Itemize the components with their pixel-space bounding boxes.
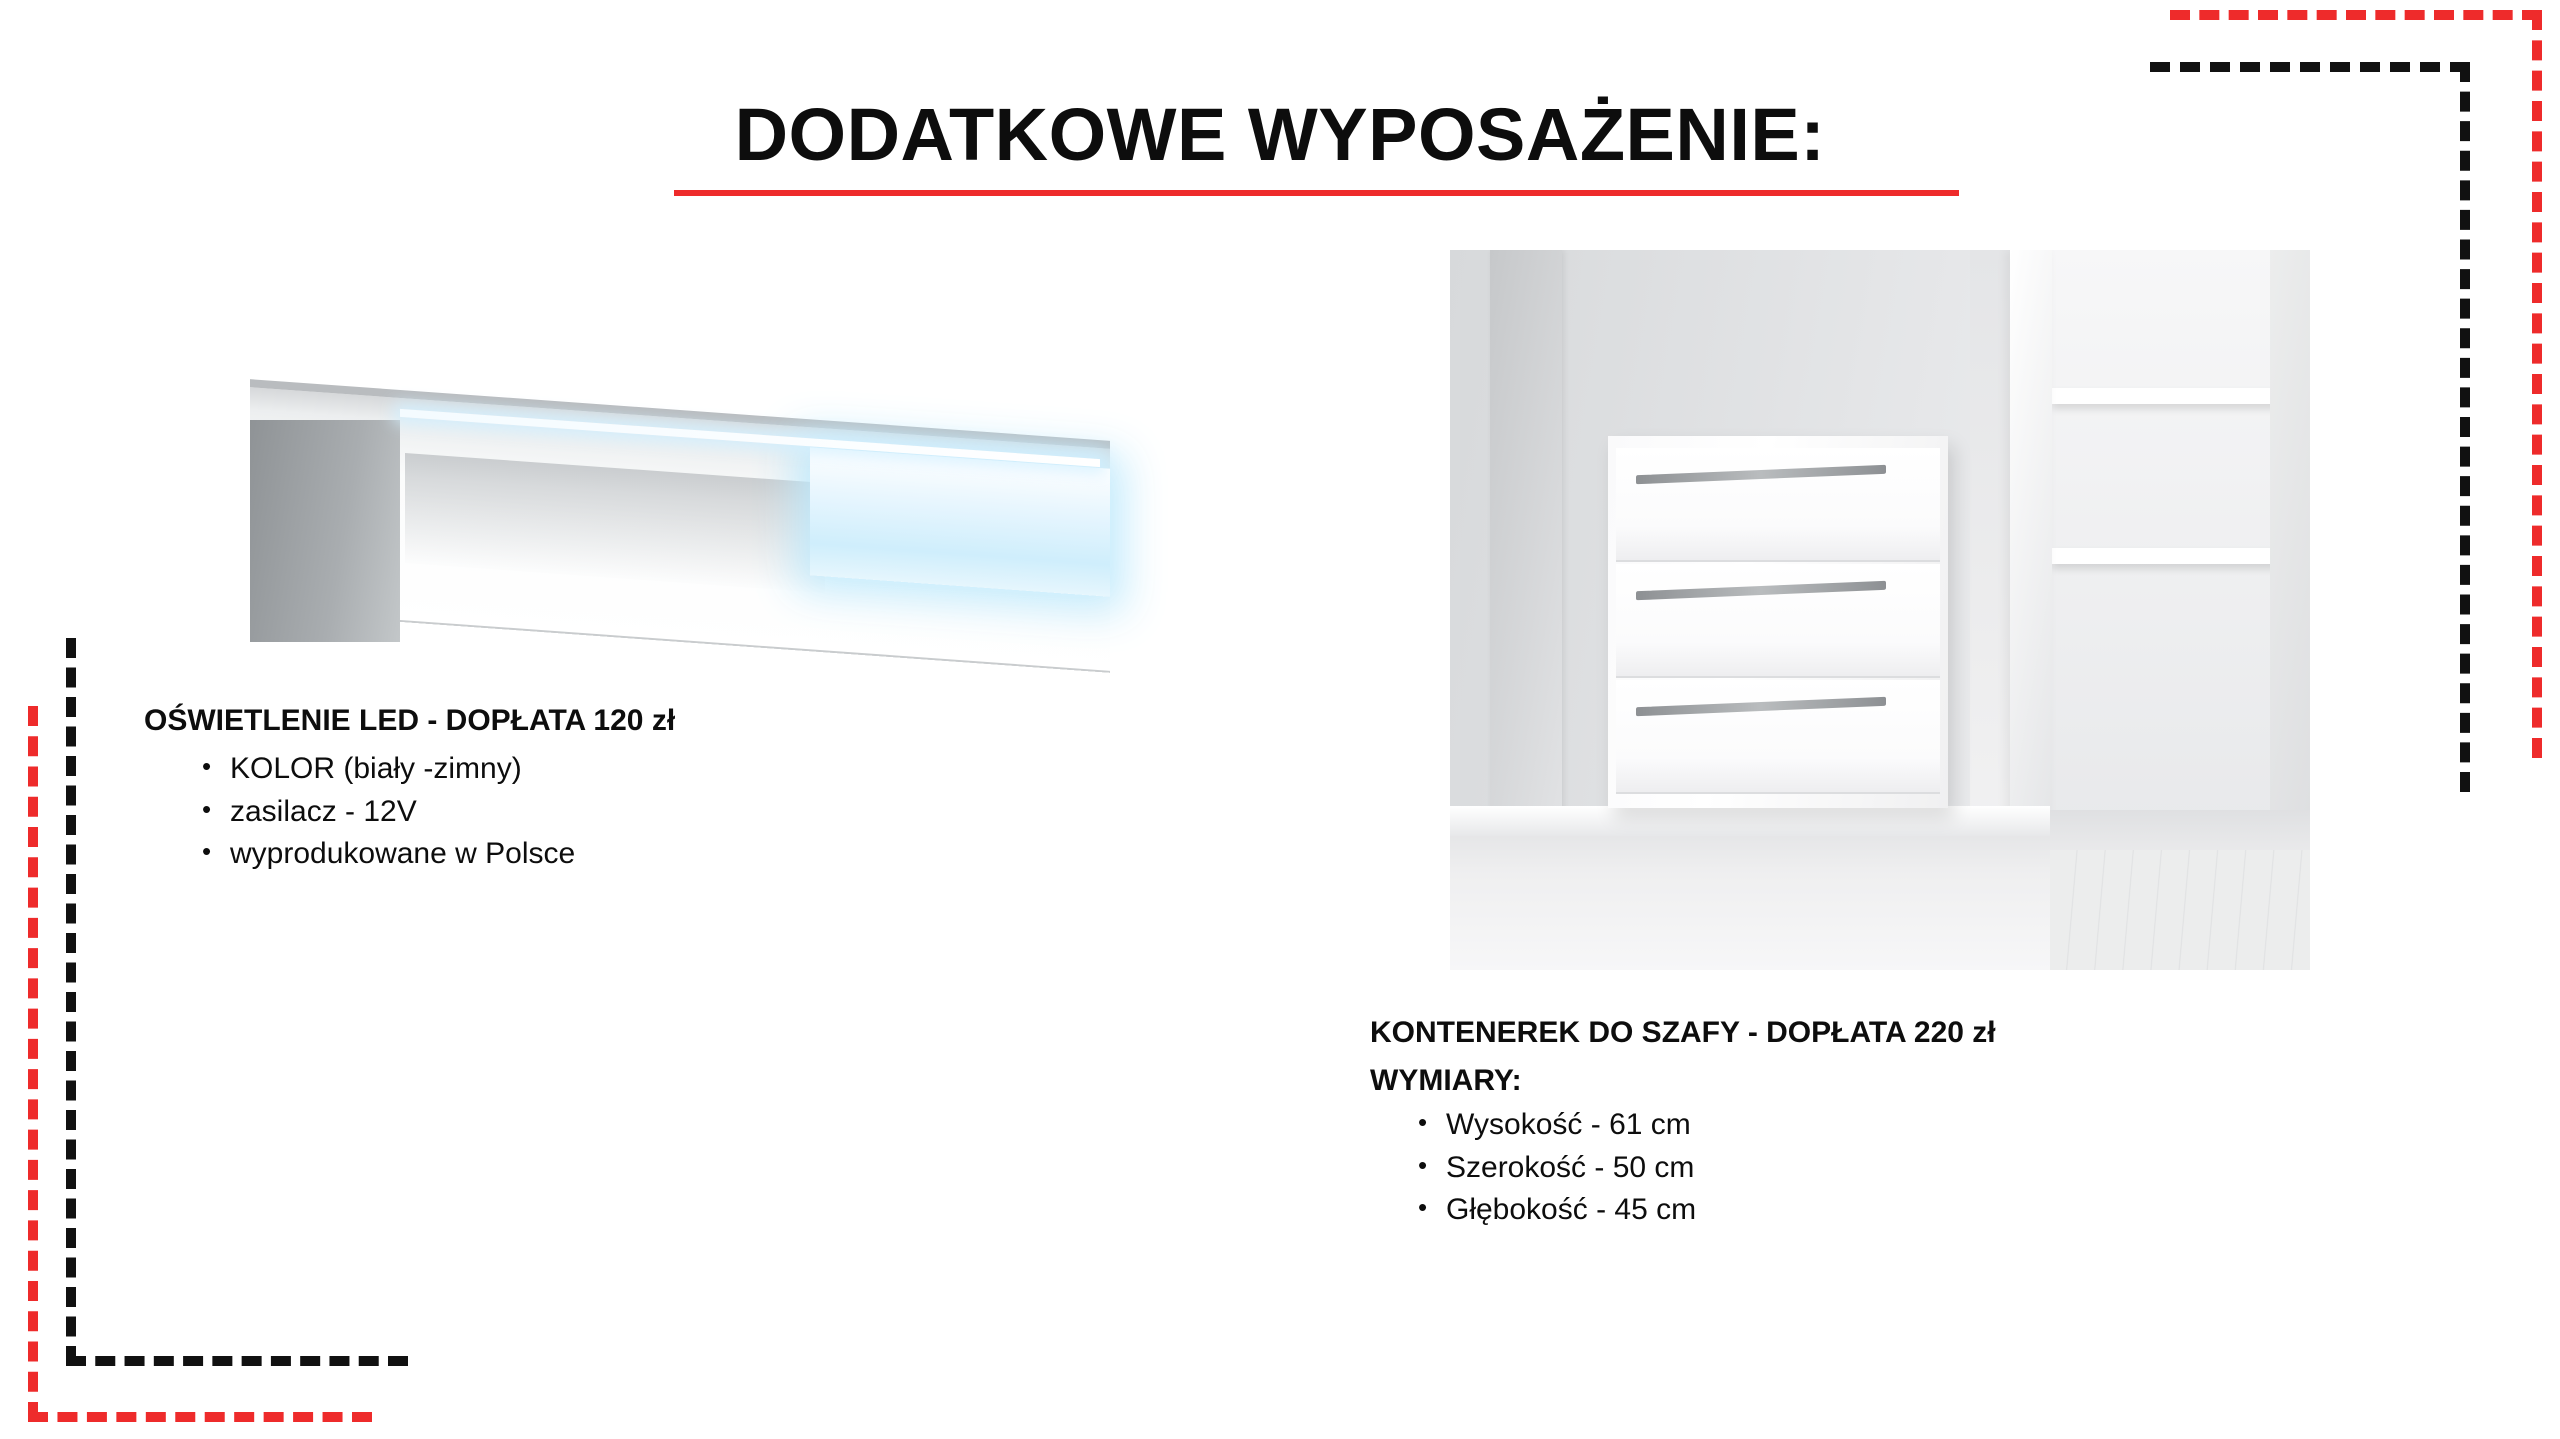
bullet-icon: • <box>202 793 212 824</box>
list-item-label: wyprodukowane w Polsce <box>230 837 576 871</box>
wardrobe-base-shelf <box>1450 806 2050 836</box>
column-led <box>130 250 1270 876</box>
column-container <box>1370 250 2370 1232</box>
drawer <box>1616 564 1940 678</box>
list-item-label: Głębokość - 45 cm <box>1446 1193 1697 1227</box>
list-item-label: zasilacz - 12V <box>230 794 417 828</box>
wardrobe-right-side-panel <box>2270 250 2310 870</box>
led-caption-heading: OŚWIETLENIE LED - DOPŁATA 120 zł <box>144 704 676 737</box>
list-item <box>1418 1189 2370 1232</box>
bullet-icon: • <box>1418 1107 1428 1137</box>
wardrobe-divider-panel <box>2010 250 2052 870</box>
page-title: DODATKOWE WYPOSAŻENIE: <box>734 93 1826 176</box>
list-item-label: Wysokość - 61 cm <box>1446 1108 1691 1141</box>
bullet-icon: • <box>202 836 212 867</box>
drawer-unit <box>1608 436 1948 808</box>
dimensions-subheading: WYMIARY: <box>1370 1064 1522 1097</box>
decorative-frame-top-right-black-horizontal <box>2150 62 2470 72</box>
decorative-frame-bottom-left-red-vertical <box>28 706 38 1422</box>
led-glow-area <box>810 447 1110 597</box>
led-feature-list <box>130 748 1270 876</box>
list-item <box>202 791 1270 834</box>
list-item <box>202 833 1270 876</box>
drawer <box>1616 680 1940 794</box>
drawer <box>1616 448 1940 562</box>
wardrobe-left-wall <box>1490 250 1562 850</box>
decorative-frame-bottom-left-red-horizontal <box>28 1412 372 1422</box>
bullet-icon: • <box>1418 1149 1428 1180</box>
cabinet-side-panel <box>250 420 400 642</box>
wardrobe-floor-boards <box>2050 850 2310 970</box>
list-item <box>1418 1147 2370 1190</box>
led-lighting-photo <box>250 398 1110 658</box>
bullet-icon: • <box>202 751 212 781</box>
container-dimension-list <box>1370 1104 2370 1232</box>
list-item <box>1418 1104 2370 1147</box>
title-underline <box>674 190 1959 196</box>
led-caption <box>130 704 1270 876</box>
list-item-label: KOLOR (biały -zimny) <box>230 752 522 785</box>
container-caption-heading: KONTENEREK DO SZAFY - DOPŁATA 220 zł <box>1370 1016 1996 1049</box>
bullet-icon: • <box>1418 1192 1428 1223</box>
decorative-frame-bottom-left-black-horizontal <box>66 1356 408 1366</box>
container-caption <box>1370 1016 2370 1232</box>
decorative-frame-bottom-left-black-vertical <box>66 638 76 1366</box>
list-item <box>202 748 1270 791</box>
title-block <box>0 93 2560 196</box>
list-item-label: Szerokość - 50 cm <box>1446 1150 1695 1184</box>
wardrobe-drawer-unit-photo <box>1450 250 2310 970</box>
decorative-frame-top-right-red-horizontal <box>2170 10 2542 20</box>
